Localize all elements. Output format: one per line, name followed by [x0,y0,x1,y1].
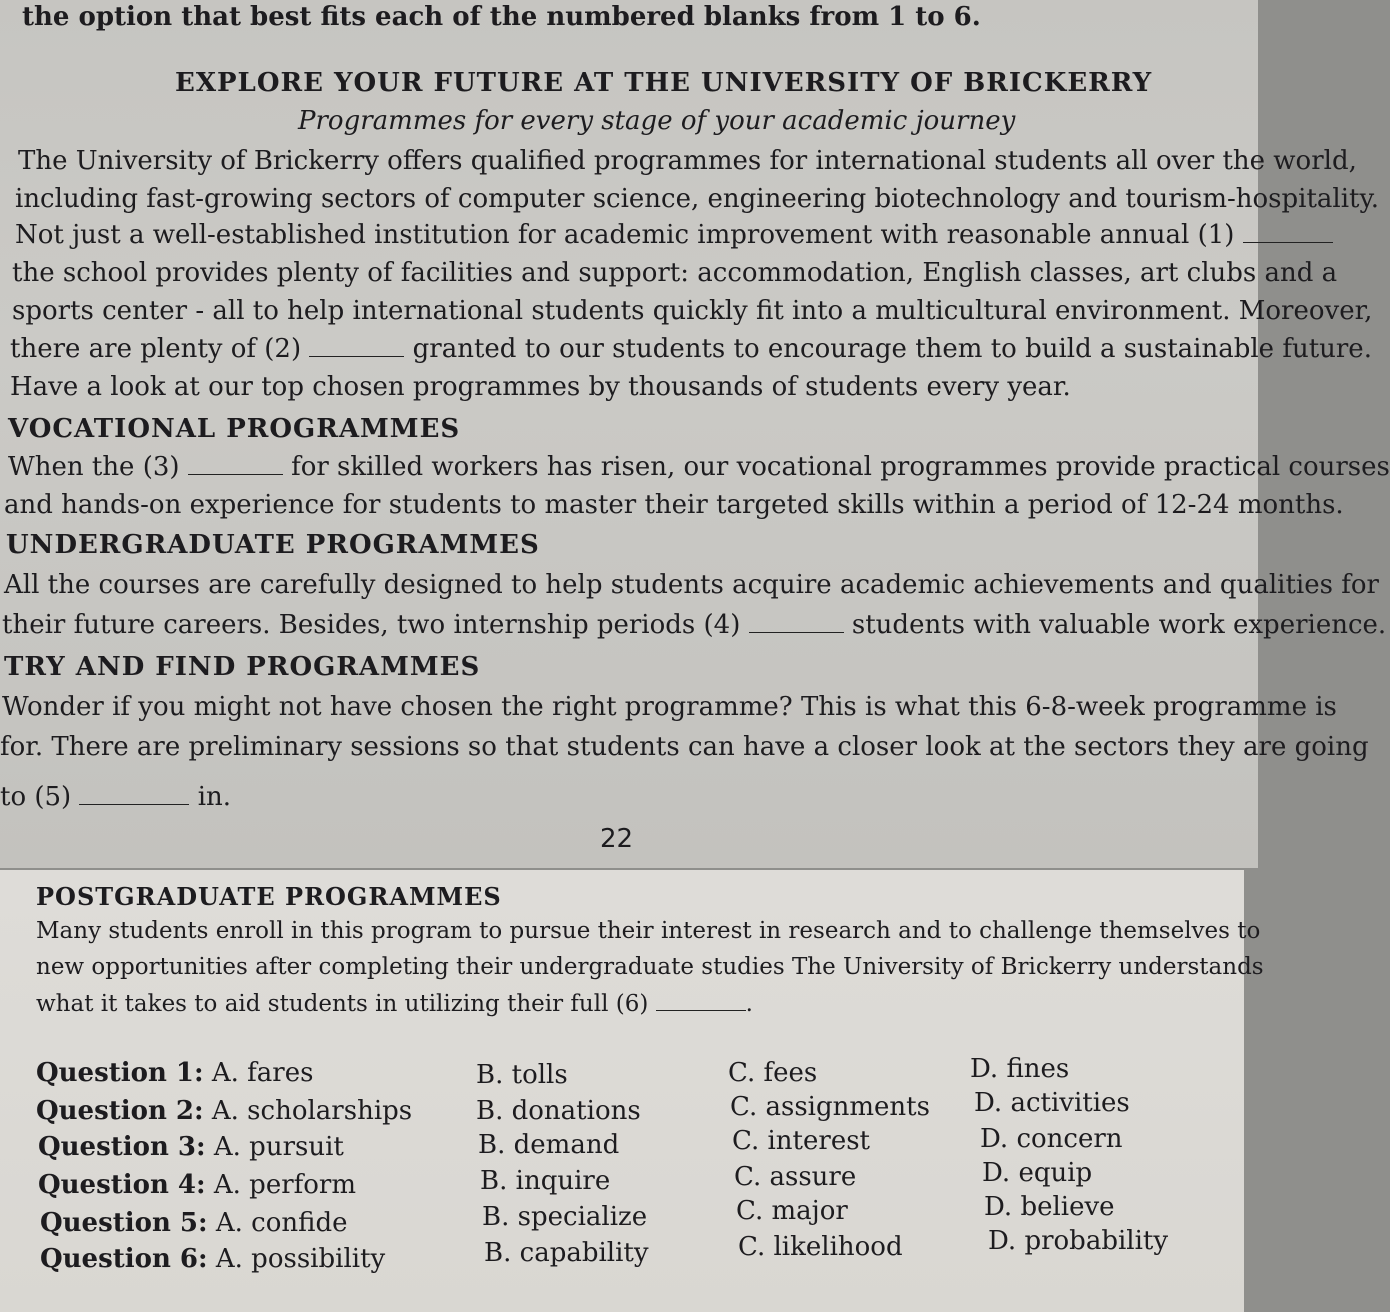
instruction-text: the option that best fits each of the numbered blanks from 1 to 6. [22,2,981,32]
q3-option-d: D. concern [980,1124,1123,1154]
q4-option-b: B. inquire [480,1166,611,1196]
q5-option-c: C. major [736,1196,848,1226]
vocational-heading: VOCATIONAL PROGRAMMES [8,414,461,444]
question-row-2 [36,1096,412,1126]
blank-5 [79,782,189,805]
tryfind-line-3 [0,782,231,812]
lower-page [0,870,1264,1312]
intro-line-3-text: Not just a well-established institution for academic improvement with reasonable annual (1) [15,220,1235,250]
vocational-line-2: and hands-on experience for students to master their targeted skills within a period of 12-24 months. [4,490,1344,520]
intro-line-6 [10,334,1372,364]
intro-line-4: the school provides plenty of facilities and support: accommodation, English classes, art clubs and a [12,258,1338,288]
intro-line-2: including fast-growing sectors of computer science, engineering biotechnology and tourism-hospitality. [15,184,1380,214]
q2-option-d: D. activities [974,1088,1130,1118]
question-label: Question 3: [38,1132,206,1162]
q1-option-b: B. tolls [476,1060,568,1090]
blank-6 [656,988,746,1011]
q3-option-c: C. interest [732,1126,870,1156]
intro-line-3 [15,220,1333,250]
question-row-5 [40,1208,348,1238]
question-label: Question 4: [38,1170,206,1200]
postgraduate-line-2: new opportunities after completing their undergraduate studies The University of Brickerry understands [36,954,1264,980]
vocational-line-1 [8,452,1390,482]
vocational-line-1-start: When the (3) [8,452,180,482]
tryfind-heading: TRY AND FIND PROGRAMMES [4,652,481,682]
q6-option-b: B. capability [484,1238,649,1268]
undergraduate-line-1: All the courses are carefully designed to help students acquire academic achievements and qualities for [4,570,1379,600]
intro-line-6-start: there are plenty of (2) [10,334,302,364]
question-label: Question 6: [40,1244,208,1274]
postgraduate-line-1: Many students enroll in this program to pursue their interest in research and to challenge themselves to [36,918,1261,944]
page-number: 22 [600,824,634,854]
postgraduate-line-3 [36,988,753,1019]
intro-line-7: Have a look at our top chosen programmes by thousands of students every year. [10,372,1071,402]
article-title: EXPLORE YOUR FUTURE AT THE UNIVERSITY OF BRICKERRY [175,68,1153,98]
intro-line-5: sports center - all to help international students quickly fit into a multicultural environment. Moreover, [12,296,1373,326]
question-label: Question 2: [36,1096,204,1126]
option-a: A. scholarships [211,1096,413,1126]
blank-1 [1243,220,1333,243]
tryfind-line-3-start: to (5) [0,782,72,812]
undergraduate-line-2-end: students with valuable work experience. [851,610,1387,640]
q2-option-b: B. donations [476,1096,641,1126]
q5-option-d: D. believe [984,1192,1115,1222]
q2-option-c: C. assignments [730,1092,930,1122]
q5-option-b: B. specialize [482,1202,648,1232]
article-subtitle: Programmes for every stage of your academic journey [298,106,1016,136]
q6-option-c: C. likelihood [738,1232,903,1262]
undergraduate-line-2 [2,610,1386,640]
tryfind-line-1: Wonder if you might not have chosen the right programme? This is what this 6-8-week programme is [2,692,1337,722]
question-row-1 [36,1058,313,1088]
intro-line-6-end: granted to our students to encourage them to build a sustainable future. [412,334,1372,364]
blank-4 [749,610,844,633]
question-label: Question 5: [40,1208,208,1238]
q4-option-d: D. equip [982,1158,1093,1188]
vocational-line-1-end: for skilled workers has risen, our vocational programmes provide practical courses [291,452,1390,482]
option-a: A. fares [211,1058,314,1088]
tryfind-line-3-end: in. [197,782,232,812]
postgraduate-heading: POSTGRADUATE PROGRAMMES [36,882,502,911]
question-row-3 [38,1132,344,1162]
option-a: A. perform [213,1170,356,1200]
option-a: A. pursuit [213,1132,344,1162]
q6-option-d: D. probability [988,1226,1169,1256]
option-a: A. possibility [215,1244,386,1274]
postgraduate-line-3-start: what it takes to aid students in utilizing their full (6) [36,991,649,1017]
q3-option-b: B. demand [478,1130,620,1160]
option-a: A. confide [215,1208,348,1238]
blank-2 [309,334,404,357]
postgraduate-line-3-end: . [745,991,753,1017]
tryfind-line-2: for. There are preliminary sessions so that students can have a closer look at the sectors they are going [0,732,1369,762]
question-row-4 [38,1170,356,1200]
q1-option-d: D. fines [970,1054,1070,1084]
q4-option-c: C. assure [734,1162,857,1192]
q1-option-c: C. fees [728,1058,818,1088]
undergraduate-line-2-start: their future careers. Besides, two internship periods (4) [2,610,741,640]
question-label: Question 1: [36,1058,204,1088]
undergraduate-heading: UNDERGRADUATE PROGRAMMES [6,530,540,560]
intro-line-1: The University of Brickerry offers qualified programmes for international students all over the world, [18,146,1357,176]
question-row-6 [40,1244,385,1274]
blank-3 [188,452,283,475]
